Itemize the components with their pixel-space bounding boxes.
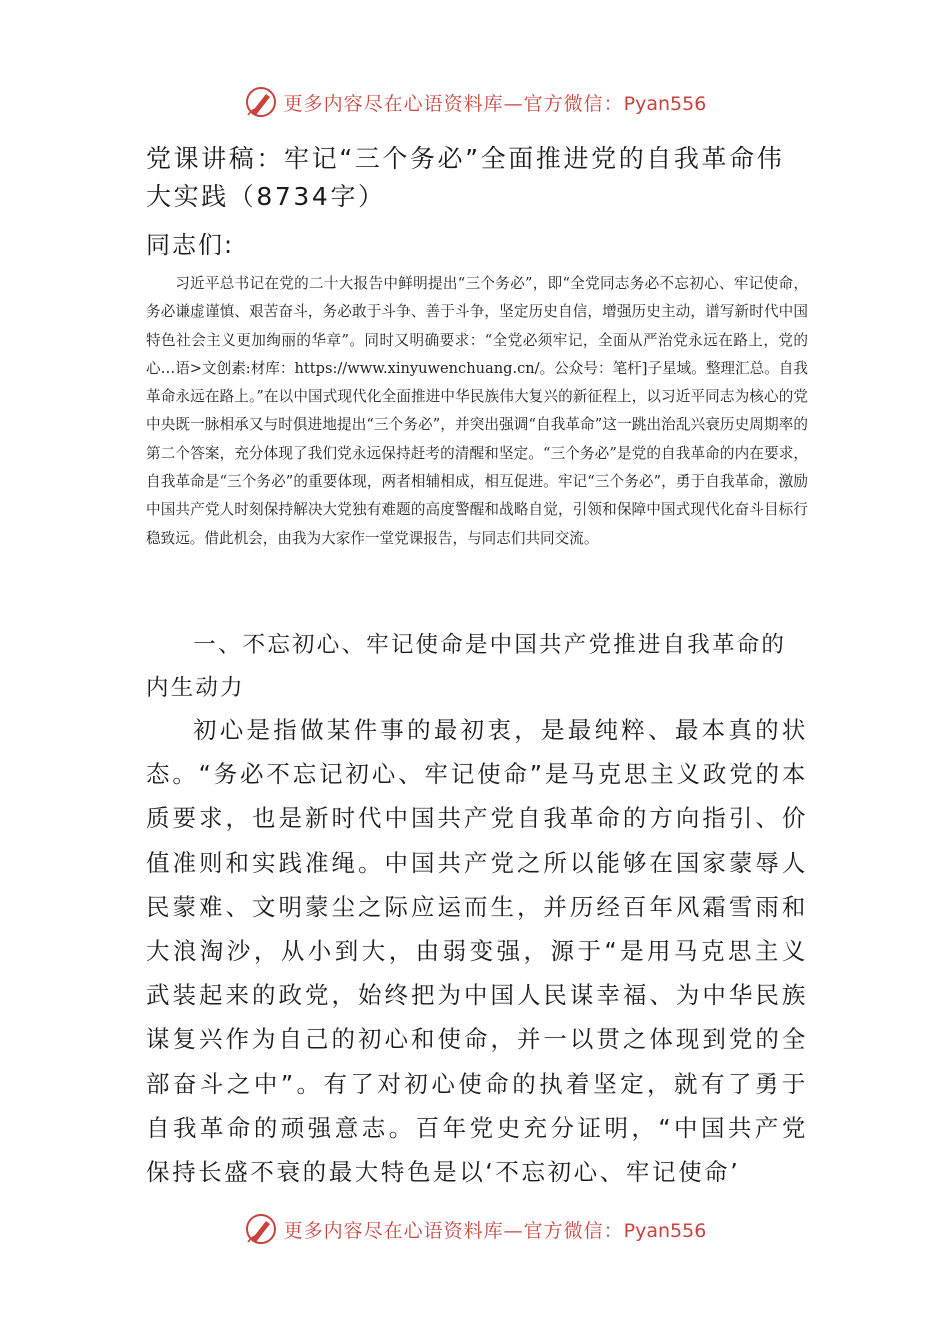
pen-nib-circle-logo-icon <box>244 85 278 119</box>
wechat-id: Pyan556 <box>623 1219 707 1242</box>
section-heading: 一、不忘初心、牢记使命是中国共产党推进自我革命的内生动力 <box>146 632 787 701</box>
banner-text: 更多内容尽在心语资料库—官方微信：Pyan556 <box>283 92 707 115</box>
wechat-id: Pyan556 <box>623 92 707 115</box>
footer-watermark-banner <box>0 1209 950 1249</box>
body-paragraph: 初心是指做某件事的最初衷，是最纯粹、最本真的状态。“务必不忘记初心、牢记使命”是马克思主义政党的本质要求，也是新时代中国共产党自我革命的方向指引、价值准则和实践准绳。中国共产党之所以能够在国家蒙辱人民蒙难、文明蒙尘之际应运而生，并历经百年风霜雪雨和大浪淘沙，从小到大，由弱变强，源于“是用马克思主义武装起来的政党，始终把为中国人民谋幸福、为中华民族谋复兴作为自己的初心和使命，并一以贯之体现到党的全部奋斗之中”。有了对初心使命的执着坚定，就有了勇于自我革命的顽强意志。百年党史充分证明，“中国共产党保持长盛不衰的最大特色是以‘不忘初心、牢记使命’ <box>146 716 808 1187</box>
greeting: 同志们: <box>146 231 235 259</box>
pen-nib-circle-logo-icon <box>244 1212 278 1246</box>
intro-paragraph: 习近平总书记在党的二十大报告中鲜明提出“三个务必”，即“全党同志务必不忘初心、牢记使命，务必谦虚谨慎、艰苦奋斗，务必敢于斗争、善于斗争，坚定历史自信，增强历史主动，谱写新时代中国特色社会主义更加绚丽的华章”。同时又明确要求：“全党必须牢记，全面从严治党永远在路上，党的心…语>文创素:材库：https://www.xinyuwenchuang.cn/。公众号：笔杆]子星域。整理汇总。自我革命永远在路上。”在以中国式现代化全面推进中华民族伟大复兴的新征程上，以习近平同志为核心的党中央既一脉相承又与时俱进地提出“三个务必”，并突出强调“自我革命”这一跳出治乱兴衰历史周期率的第二个答案，充分体现了我们党永远保持赶考的清醒和坚定。“三个务必”是党的自我革命的内在要求，自我革命是“三个务必”的重要体现，两者相辅相成，相互促进。牢记“三个务必”，勇于自我革命，激励中国共产党人时刻保持解决大党独有难题的高度警醒和战略自觉，引领和保障中国式现代化奋斗目标行稳致远。借此机会，由我为大家作一堂党课报告，与同志们共同交流。 <box>146 275 808 547</box>
header-watermark-banner <box>0 82 950 122</box>
banner-text: 更多内容尽在心语资料库—官方微信：Pyan556 <box>283 1219 707 1242</box>
document-title: 党课讲稿：牢记“三个务必”全面推进党的自我革命伟大实践（8734字） <box>146 144 785 211</box>
